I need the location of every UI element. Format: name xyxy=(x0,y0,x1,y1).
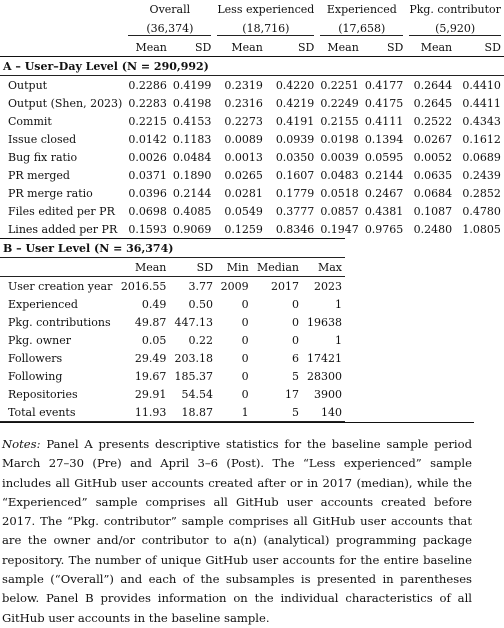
value-cell: 0.1394 xyxy=(364,132,404,146)
value-cell: 0.0281 xyxy=(224,186,263,200)
panel-b-row xyxy=(0,349,345,367)
value-cell: 0.0265 xyxy=(224,168,263,182)
value-cell: 0.0396 xyxy=(128,186,167,200)
row-label: Lines added per PR xyxy=(8,222,118,236)
value-cell: 0.4199 xyxy=(172,78,212,92)
value-cell: 140 xyxy=(321,405,342,419)
value-cell: 0 xyxy=(241,297,249,311)
value-cell: 0.2480 xyxy=(413,222,453,236)
value-cell: 0.3777 xyxy=(275,204,315,218)
value-cell: 2009 xyxy=(220,279,249,293)
value-cell: 0.0142 xyxy=(128,132,167,146)
row-label: PR merged xyxy=(8,168,70,182)
value-cell: 0.0013 xyxy=(224,150,263,164)
value-cell: 19638 xyxy=(307,315,342,329)
row-label: PR merge ratio xyxy=(8,186,93,200)
value-cell: 0.4220 xyxy=(275,78,315,92)
value-cell: 0.05 xyxy=(141,333,167,347)
value-cell: 0.2251 xyxy=(320,78,359,92)
value-cell: 19.67 xyxy=(134,369,167,383)
value-cell: 0.1612 xyxy=(462,132,501,146)
value-cell: 0.8346 xyxy=(275,222,315,236)
panel-b-row xyxy=(0,313,345,331)
value-cell: 0.0371 xyxy=(128,168,167,182)
panel-a-row xyxy=(0,112,504,130)
value-cell: 49.87 xyxy=(134,315,167,329)
value-cell: 0.1947 xyxy=(320,222,359,236)
panel-b-section-header xyxy=(0,239,345,258)
row-label: Files edited per PR xyxy=(8,204,115,218)
value-cell: 0.2273 xyxy=(224,114,263,128)
value-cell: 28300 xyxy=(307,369,342,383)
value-cell: 0.2316 xyxy=(224,96,263,110)
column-header: Mean xyxy=(134,260,167,274)
panel-b-title: B – User Level (N = 36,374) xyxy=(3,241,174,255)
value-cell: 0.2522 xyxy=(413,114,453,128)
value-cell: 0.0267 xyxy=(413,132,453,146)
value-cell: 0.4177 xyxy=(364,78,404,92)
value-cell: 0.4175 xyxy=(364,96,404,110)
column-header: SD xyxy=(196,260,214,274)
value-cell: 0.2852 xyxy=(462,186,501,200)
value-cell: 29.91 xyxy=(134,387,167,401)
row-label: Issue closed xyxy=(8,132,77,146)
value-cell: 0.2644 xyxy=(413,78,453,92)
value-cell: 0.2283 xyxy=(128,96,167,110)
value-cell: 0.50 xyxy=(188,297,214,311)
column-header: Max xyxy=(317,260,342,274)
value-cell: 0.1087 xyxy=(413,204,453,218)
value-cell: 11.93 xyxy=(134,405,167,419)
table-notes xyxy=(0,435,474,628)
value-cell: 0.2645 xyxy=(413,96,453,110)
value-cell: 0.0684 xyxy=(413,186,453,200)
panel-a-section-header xyxy=(0,57,504,76)
panel-a-row xyxy=(0,166,504,184)
value-cell: 0.1259 xyxy=(224,222,263,236)
value-cell: 0.4085 xyxy=(172,204,212,218)
panel-a-row xyxy=(0,76,504,95)
value-cell: 0 xyxy=(241,387,249,401)
panel-a-row xyxy=(0,130,504,148)
value-cell: 0.0198 xyxy=(320,132,359,146)
value-cell: 0.0350 xyxy=(275,150,315,164)
value-cell: 0.4153 xyxy=(172,114,212,128)
group-header-row xyxy=(0,0,504,19)
value-cell: 0.2144 xyxy=(172,186,212,200)
stat-label: SD xyxy=(386,40,404,54)
value-cell: 0.4411 xyxy=(462,96,501,110)
value-cell: 0.4780 xyxy=(462,204,501,218)
value-cell: 0 xyxy=(291,333,299,347)
value-cell: 0.4198 xyxy=(172,96,212,110)
stat-label: SD xyxy=(297,40,315,54)
value-cell: 5 xyxy=(291,405,299,419)
stat-label: SD xyxy=(484,40,501,54)
value-cell: 3.77 xyxy=(188,279,214,293)
group-name: Less experienced xyxy=(217,3,315,16)
value-cell: 6 xyxy=(291,351,299,365)
value-cell: 0 xyxy=(241,369,249,383)
group-count: (17,658) xyxy=(320,22,403,36)
value-cell: 0.0483 xyxy=(320,168,359,182)
value-cell: 0.9765 xyxy=(364,222,404,236)
value-cell: 203.18 xyxy=(174,351,214,365)
row-label: Output xyxy=(8,78,48,92)
value-cell: 1 xyxy=(335,297,342,311)
panel-a-row xyxy=(0,202,504,220)
panel-b-row xyxy=(0,403,345,422)
value-cell: 0.2439 xyxy=(462,168,501,182)
row-label: Pkg. contributions xyxy=(8,315,111,329)
value-cell: 17 xyxy=(284,387,299,401)
panel-b-table xyxy=(0,238,345,422)
value-cell: 0.9069 xyxy=(172,222,212,236)
value-cell: 0.0484 xyxy=(172,150,212,164)
column-header: Median xyxy=(256,260,299,274)
value-cell: 0.0026 xyxy=(128,150,167,164)
panel-b-row xyxy=(0,295,345,313)
row-label: Following xyxy=(8,369,63,383)
stat-label: Mean xyxy=(327,40,359,54)
panel-b-row xyxy=(0,277,345,296)
value-cell: 0.2467 xyxy=(364,186,404,200)
group-count: (18,716) xyxy=(217,22,314,36)
value-cell: 29.49 xyxy=(134,351,167,365)
row-label: Bug fix ratio xyxy=(8,150,78,164)
value-cell: 0.0635 xyxy=(413,168,453,182)
value-cell: 0.0052 xyxy=(413,150,453,164)
value-cell: 0.0857 xyxy=(320,204,359,218)
value-cell: 0.49 xyxy=(141,297,167,311)
value-cell: 0.1183 xyxy=(172,132,212,146)
value-cell: 1 xyxy=(241,405,249,419)
value-cell: 0 xyxy=(291,315,299,329)
stat-header-row xyxy=(0,38,504,57)
panel-b-header-row xyxy=(0,258,345,277)
panel-b-row xyxy=(0,385,345,403)
panel-a-row xyxy=(0,184,504,202)
panel-b-row xyxy=(0,331,345,349)
value-cell: 0.2155 xyxy=(320,114,359,128)
value-cell: 0.0939 xyxy=(275,132,315,146)
row-label: User creation year xyxy=(8,279,113,293)
value-cell: 1 xyxy=(335,333,342,347)
panel-a-table xyxy=(0,0,504,238)
value-cell: 2023 xyxy=(314,279,342,293)
value-cell: 0.0595 xyxy=(364,150,404,164)
value-cell: 0.2215 xyxy=(128,114,167,128)
stat-label: SD xyxy=(195,40,212,54)
row-label: Total events xyxy=(8,405,76,419)
value-cell: 1.0805 xyxy=(462,222,501,236)
row-label: Pkg. owner xyxy=(8,333,71,347)
value-cell: 0.0089 xyxy=(224,132,263,146)
value-cell: 18.87 xyxy=(181,405,214,419)
column-header: Min xyxy=(226,260,249,274)
value-cell: 0.1607 xyxy=(275,168,315,182)
value-cell: 0.2249 xyxy=(320,96,359,110)
value-cell: 2016.55 xyxy=(120,279,167,293)
value-cell: 0.4343 xyxy=(462,114,501,128)
value-cell: 0.4410 xyxy=(462,78,501,92)
stat-label: Mean xyxy=(420,40,453,54)
panel-a-row xyxy=(0,148,504,166)
value-cell: 185.37 xyxy=(174,369,214,383)
notes-text: Panel A presents descriptive statistics for the baseline sample period March 27–30 (Pre) and April 3–6 (Post). The “Less experienced” sample includes all GitHub user accounts created after or in 2017 (median), while the “Experienced” sample comprises all GitHub user accounts created before 2017. The “Pkg. contributor” sample comprises all GitHub user accounts that are the owner and/or contributor to a(n) (analytical) programming package repository. The number of unique GitHub user accounts for the entire baseline sample (“Overall”) and each of the subsamples is presented in parentheses below. Panel B provides information on the individual characteristics of all GitHub user accounts in the baseline sample. xyxy=(2,437,472,625)
value-cell: 0.0039 xyxy=(320,150,359,164)
stat-label: Mean xyxy=(231,40,263,54)
value-cell: 0.2286 xyxy=(128,78,167,92)
value-cell: 5 xyxy=(291,369,299,383)
value-cell: 0.1593 xyxy=(128,222,167,236)
value-cell: 0.1890 xyxy=(172,168,212,182)
value-cell: 0.4111 xyxy=(364,114,404,128)
row-label: Output (Shen, 2023) xyxy=(8,96,123,110)
panel-b-row xyxy=(0,367,345,385)
group-name: Overall xyxy=(149,3,191,16)
value-cell: 0 xyxy=(291,297,299,311)
value-cell: 0.4191 xyxy=(275,114,315,128)
notes-label: Notes: xyxy=(2,437,41,451)
value-cell: 0 xyxy=(241,333,249,347)
value-cell: 0.4219 xyxy=(275,96,315,110)
row-label: Followers xyxy=(8,351,63,365)
row-label: Experienced xyxy=(8,297,78,311)
group-name: Experienced xyxy=(326,3,397,16)
value-cell: 0.22 xyxy=(188,333,214,347)
value-cell: 0 xyxy=(241,315,249,329)
group-count: (36,374) xyxy=(128,22,211,36)
value-cell: 0.0518 xyxy=(320,186,359,200)
value-cell: 0.0549 xyxy=(224,204,263,218)
value-cell: 0.1779 xyxy=(275,186,315,200)
value-cell: 2017 xyxy=(270,279,299,293)
group-count: (5,920) xyxy=(409,22,501,36)
row-label: Commit xyxy=(8,114,52,128)
stat-label: Mean xyxy=(135,40,167,54)
value-cell: 3900 xyxy=(314,387,342,401)
group-count-row xyxy=(0,19,504,38)
panel-a-title: A – User–Day Level (N = 290,992) xyxy=(0,57,504,76)
value-cell: 0.2144 xyxy=(364,168,404,182)
panel-a-row xyxy=(0,94,504,112)
value-cell: 54.54 xyxy=(181,387,214,401)
panel-a-row xyxy=(0,220,504,238)
group-name: Pkg. contributor xyxy=(409,3,501,16)
value-cell: 447.13 xyxy=(174,315,214,329)
value-cell: 0.2319 xyxy=(224,78,263,92)
row-label: Repositories xyxy=(8,387,78,401)
value-cell: 0.0698 xyxy=(128,204,167,218)
value-cell: 0 xyxy=(241,351,249,365)
value-cell: 0.4381 xyxy=(364,204,404,218)
value-cell: 17421 xyxy=(307,351,342,365)
value-cell: 0.0689 xyxy=(462,150,501,164)
